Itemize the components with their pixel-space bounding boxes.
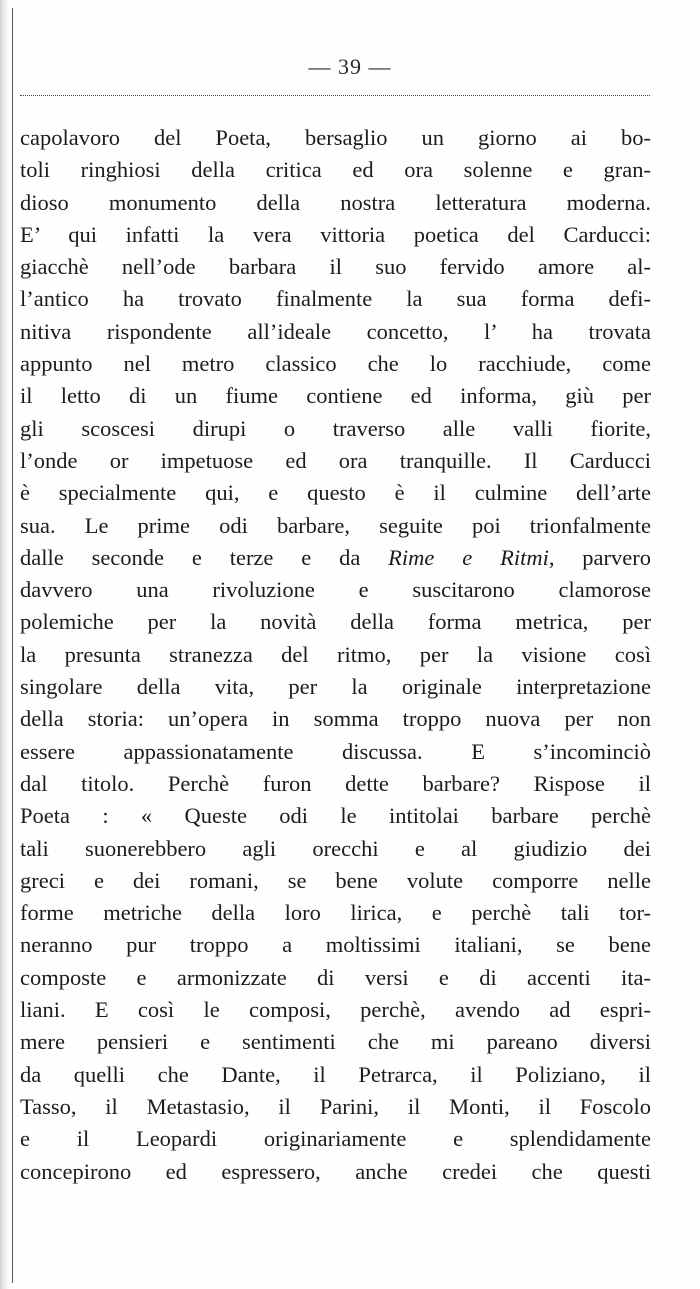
text-line: [20, 122, 651, 154]
text-line: [20, 929, 651, 961]
text-segment: gli scoscesi dirupi o traverso alle valli fiorite,: [20, 415, 651, 441]
text-line: [20, 1123, 651, 1155]
text-line: [20, 671, 651, 703]
text-line: [20, 187, 651, 219]
text-segment: appunto nel metro classico che lo racchiude, come: [20, 351, 651, 377]
text-line: [20, 1026, 651, 1058]
text-segment: Poeta : « Queste odi le intitolai barbare perchè: [20, 803, 651, 829]
text-line: [20, 736, 651, 768]
text-segment: è specialmente qui, e questo è il culmine dell’arte: [20, 480, 651, 506]
text-line: [20, 833, 651, 865]
text-line: [20, 380, 651, 412]
text-line: [20, 316, 651, 348]
page-binding-line: [12, 8, 13, 1283]
text-segment: e il Leopardi originariamente e splendidamente: [20, 1126, 651, 1152]
text-line: [20, 994, 651, 1026]
text-segment: dioso monumento della nostra letteratura moderna.: [20, 189, 651, 215]
text-segment: forme metriche della loro lirica, e perchè tali tor-: [20, 900, 651, 926]
text-line: [20, 154, 651, 186]
italic-title: Rime e Ritmi,: [388, 544, 555, 570]
text-segment: Tasso, il Metastasio, il Parini, il Monti, il Foscolo: [20, 1093, 651, 1119]
page-binding-shadow: [0, 0, 9, 1289]
text-line: [20, 413, 651, 445]
text-line: [20, 768, 651, 800]
text-segment: E’ qui infatti la vera vittoria poetica del Carducci:: [20, 221, 651, 247]
text-segment: dal titolo. Perchè furon dette barbare? Rispose il: [20, 770, 651, 796]
text-segment: la presunta stranezza del ritmo, per la visione così: [20, 641, 651, 667]
text-line: [20, 703, 651, 735]
text-segment: della storia: un’opera in somma troppo nuova per non: [20, 706, 651, 732]
text-line: [20, 639, 651, 671]
text-segment: l’antico ha trovato finalmente la sua forma defi-: [20, 286, 651, 312]
text-line: [20, 219, 651, 251]
text-line: [20, 865, 651, 897]
text-segment: mere pensieri e sentimenti che mi pareano diversi: [20, 1029, 651, 1055]
text-segment: da quelli che Dante, il Petrarca, il Poliziano, il: [20, 1061, 651, 1087]
text-segment: liani. E così le composi, perchè, avendo ad espri-: [20, 997, 651, 1023]
text-segment: neranno pur troppo a moltissimi italiani, se bene: [20, 932, 651, 958]
text-line: [20, 1156, 651, 1188]
text-line: [20, 477, 651, 509]
text-segment: l’onde or impetuose ed ora tranquille. Il Carducci: [20, 447, 651, 473]
text-segment: dalle seconde e terze e da: [20, 544, 389, 570]
text-line: [20, 251, 651, 283]
text-segment: parvero: [554, 544, 652, 570]
text-line: [20, 897, 651, 929]
text-line: [20, 606, 651, 638]
text-line: [20, 800, 651, 832]
text-segment: davvero una rivoluzione e suscitarono clamorose: [20, 577, 651, 603]
text-line: [20, 962, 651, 994]
text-segment: capolavoro del Poeta, bersaglio un giorno ai bo-: [20, 125, 651, 150]
text-segment: polemiche per la novità della forma metrica, per: [20, 609, 651, 635]
text-segment: greci e dei romani, se bene volute comporre nelle: [20, 867, 651, 893]
text-segment: giacchè nell’ode barbara il suo fervido amore al-: [20, 254, 651, 280]
text-line: [20, 283, 651, 315]
text-segment: toli ringhiosi della critica ed ora solenne e gran-: [20, 157, 651, 183]
body-text: [20, 122, 651, 1188]
text-line: [20, 445, 651, 477]
header-rule: [20, 95, 650, 96]
text-segment: concepirono ed espressero, anche credei che questi: [20, 1158, 651, 1184]
text-segment: nitiva rispondente all’ideale concetto, l’ ha trovata: [20, 318, 651, 344]
text-segment: singolare della vita, per la originale interpretazione: [20, 674, 651, 700]
text-segment: sua. Le prime odi barbare, seguite poi trionfalmente: [20, 512, 651, 538]
page-number: — 39 —: [308, 54, 392, 79]
text-line: [20, 1091, 651, 1123]
text-line: [20, 542, 651, 574]
text-line: [20, 348, 651, 380]
text-segment: essere appassionatamente discussa. E s’incominciò: [20, 738, 651, 764]
text-segment: il letto di un fiume contiene ed informa, giù per: [20, 383, 651, 409]
text-line: [20, 510, 651, 542]
text-segment: tali suonerebbero agli orecchi e al giudizio dei: [20, 835, 651, 861]
text-segment: composte e armonizzate di versi e di accenti ita-: [20, 964, 651, 990]
text-line: [20, 1059, 651, 1091]
text-line: [20, 574, 651, 606]
